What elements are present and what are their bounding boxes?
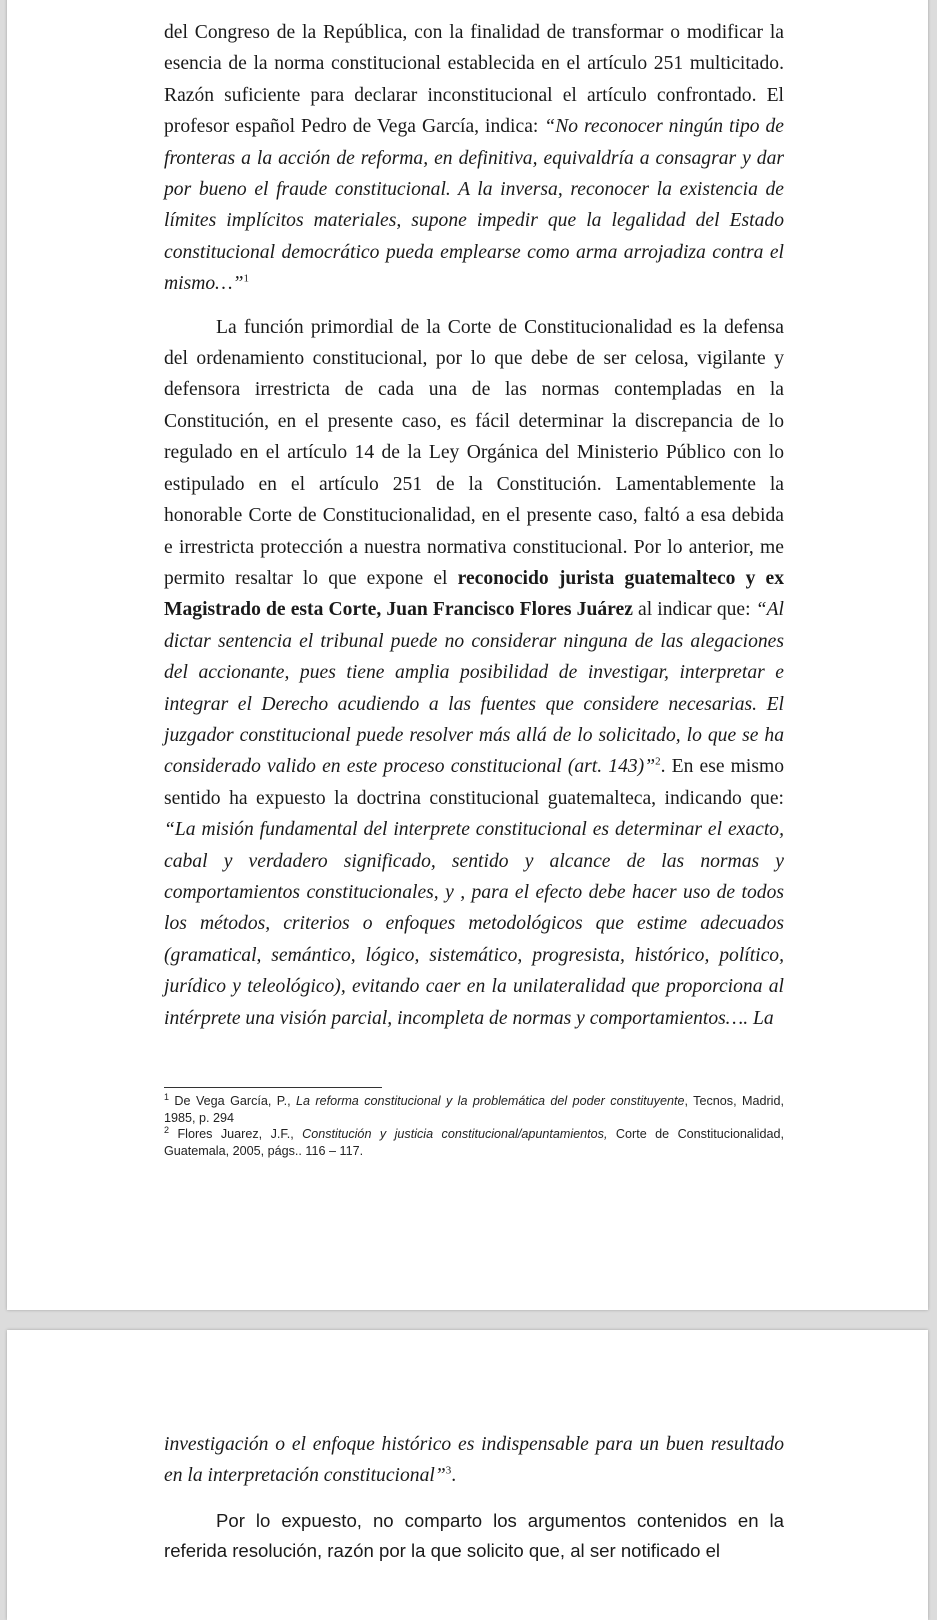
body-text bbox=[164, 17, 784, 1034]
paragraph-1 bbox=[164, 17, 784, 300]
quote-flores-juarez: “Al dictar sentencia el tribunal puede no considerar ninguna de las alegaciones del accionante, pues tiene amplia posibilidad de investigar, interpretar e integrar el Derecho acudiendo a las fuentes que considere necesarias. El juzgador constitucional puede resolver más allá de lo solicitado, lo que se ha considerado valido en este proceso constitucional (art. 143)” bbox=[164, 599, 784, 778]
document-page-2 bbox=[7, 1330, 928, 1620]
paragraph-text: La función primordial de la Corte de Constitucionalidad es la defensa del ordenamiento constitucional, por lo que debe de ser celosa, vigilante y defensora irrestricta de cada una de las normas contempladas en la Constitución, en el presente caso, es fácil determinar la discrepancia de lo regulado en el artículo 14 de la Ley Orgánica del Ministerio Público con lo estipulado en el artículo 251 de la Constitución. Lamentablemente la honorable Corte de Constitucionalidad, en el presente caso, faltó a esa debida e irrestricta protección a nuestra normativa constitucional. Por lo anterior, me permito resaltar lo que expone el bbox=[164, 316, 784, 589]
footnote-number: 2 bbox=[164, 1124, 170, 1135]
footnote-title: La reforma constitucional y la problemática del poder constituyente bbox=[296, 1094, 685, 1108]
paragraph-conclusion: Por lo expuesto, no comparto los argumentos contenidos en la referida resolución, razón por la que solicito que, al ser notificado el bbox=[164, 1509, 784, 1561]
footnote-text: Flores Juarez, J.F., bbox=[169, 1127, 303, 1141]
footnote-1 bbox=[164, 1093, 784, 1126]
quote-doctrina-continued: investigación o el enfoque histórico es indispensable para un buen resultado en la interpretación constitucional” bbox=[164, 1434, 784, 1487]
paragraph-text: al indicar que: bbox=[632, 599, 756, 621]
footnote-title: Constitución y justicia constitucional/apuntamientos, bbox=[302, 1127, 608, 1141]
footnote-text: De Vega García, P., bbox=[169, 1094, 296, 1108]
paragraph-text: . bbox=[451, 1465, 457, 1487]
footnote-separator bbox=[164, 1087, 382, 1088]
footnote-text: Corte de Constitucionalidad, Guatemala, 2005, págs.. 116 – 117. bbox=[164, 1127, 784, 1158]
footnote-2 bbox=[164, 1126, 784, 1159]
quote-vega-garcia: “No reconocer ningún tipo de fronteras a la acción de reforma, en definitiva, equivaldría a consagrar y dar por bueno el fraude constitucional. A la inversa, reconocer la existencia de límites implícitos materiales, supone impedir que la legalidad del Estado constitucional democrático pueda emplearse como arma arrojadiza contra el mismo…” bbox=[164, 116, 784, 295]
bold-jurist-name: reconocido jurista guatemalteco y ex Magistrado de esta Corte, Juan Francisco Flores Juárez bbox=[164, 567, 784, 621]
quote-continuation bbox=[164, 1429, 784, 1492]
paragraph-2 bbox=[164, 312, 784, 1034]
body-text bbox=[164, 1429, 784, 1566]
footnote-text: , Tecnos, Madrid, 1985, p. 294 bbox=[164, 1094, 784, 1125]
paragraph-text: del Congreso de la República, con la finalidad de transformar o modificar la esencia de la norma constitucional establecida en el artículo 251 multicitado. Razón suficiente para declarar inconstitucional el artículo confrontado. El profesor español Pedro de Vega García, indica: bbox=[164, 22, 784, 138]
quote-doctrina: “La misión fundamental del interprete constitucional es determinar el exacto, cabal y verdadero significado, sentido y alcance de las normas y comportamientos constitucionales, y , para el efecto debe hacer uso de todos los métodos, criterios o enfoques metodológicos que estime adecuados (gramatical, semántico, lógico, sistemático, progresista, histórico, político, jurídico y teleológico), evitando caer en la unilateralidad que proporciona al intérprete una visión parcial, incompleta de normas y comportamientos…. La bbox=[164, 819, 784, 1029]
footnotes bbox=[164, 1093, 784, 1159]
paragraph-text: . En ese mismo sentido ha expuesto la doctrina constitucional guatemalteca, indicando que: bbox=[164, 756, 784, 809]
footnote-ref-1[interactable]: 1 bbox=[243, 272, 249, 285]
footnote-ref-3[interactable]: 3 bbox=[445, 1464, 452, 1477]
footnote-ref-2[interactable]: 2 bbox=[655, 755, 661, 768]
footnote-number: 1 bbox=[164, 1091, 170, 1102]
document-page-1 bbox=[7, 0, 928, 1310]
